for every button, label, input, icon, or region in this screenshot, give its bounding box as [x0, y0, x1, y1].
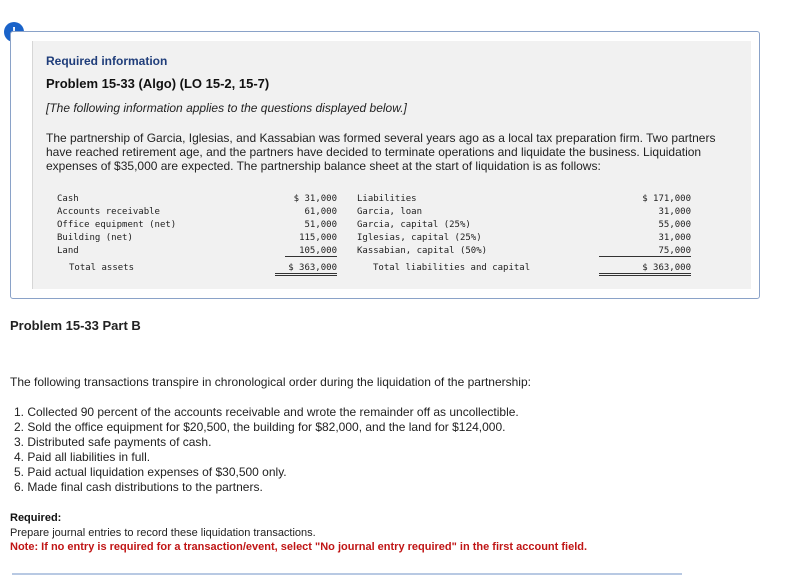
- asset-amount: 105,000: [285, 246, 337, 257]
- transaction-list: [14, 405, 519, 495]
- list-item: 4. Paid all liabilities in full.: [14, 450, 151, 464]
- note-text: Note: If no entry is required for a transaction/event, select "No journal entry required" in the first account field.: [10, 541, 588, 553]
- asset-label: Land: [57, 246, 79, 256]
- asset-label: Office equipment (net): [57, 220, 177, 230]
- divider: [12, 573, 682, 579]
- asset-amount: $ 31,000: [293, 194, 337, 204]
- liability-amount: 31,000: [658, 233, 691, 243]
- part-b-title: Problem 15-33 Part B: [10, 318, 141, 333]
- list-item: 2. Sold the office equipment for $20,500, the building for $82,000, and the land for $124,000.: [14, 420, 506, 434]
- asset-label: Building (net): [57, 233, 133, 243]
- liability-label: Iglesias, capital (25%): [357, 233, 482, 243]
- liability-label: Liabilities: [357, 194, 417, 204]
- liability-label: Garcia, loan: [357, 207, 423, 217]
- liability-label: Kassabian, capital (50%): [357, 246, 488, 256]
- list-item: 1. Collected 90 percent of the accounts receivable and wrote the remainder off as uncollectible.: [14, 405, 519, 419]
- transactions-intro: The following transactions transpire in chronological order during the liquidation of the partnership:: [10, 375, 531, 389]
- list-item: 6. Made final cash distributions to the partners.: [14, 480, 263, 494]
- required-label: Required:: [10, 512, 62, 524]
- asset-amount: 51,000: [304, 220, 337, 230]
- total-assets-label: Total assets: [69, 263, 135, 273]
- total-liabilities-amount: $ 363,000: [599, 263, 691, 276]
- liability-amount: $ 171,000: [642, 194, 691, 204]
- liability-amount: 75,000: [599, 246, 691, 257]
- list-item: 5. Paid actual liquidation expenses of $30,500 only.: [14, 465, 287, 479]
- problem-title: Problem 15-33 (Algo) (LO 15-2, 15-7): [46, 76, 270, 91]
- total-liabilities-label: Total liabilities and capital: [373, 263, 531, 273]
- liability-label: Garcia, capital (25%): [357, 220, 471, 230]
- following-note: [The following information applies to the questions displayed below.]: [46, 101, 407, 115]
- list-item: 3. Distributed safe payments of cash.: [14, 435, 212, 449]
- required-information-heading: Required information: [46, 54, 168, 68]
- intro-paragraph: The partnership of Garcia, Iglesias, and Kassabian was formed several years ago as a local tax preparation firm. Two partners have reached retirement age, and the partners have decided to terminate operations and liquidate the business. Liquidation expenses of $35,000 are expected. The partnership balance sheet at the start of liquidation is as follows:: [46, 131, 716, 173]
- asset-amount: 115,000: [299, 233, 337, 243]
- asset-amount: 61,000: [304, 207, 337, 217]
- required-text: Prepare journal entries to record these liquidation transactions.: [10, 527, 316, 539]
- total-assets-amount: $ 363,000: [275, 263, 337, 276]
- information-box: [32, 41, 751, 289]
- liability-amount: 31,000: [658, 207, 691, 217]
- required-information-panel: [10, 31, 760, 299]
- asset-label: Cash: [57, 194, 79, 204]
- asset-label: Accounts receivable: [57, 207, 160, 217]
- liability-amount: 55,000: [658, 220, 691, 230]
